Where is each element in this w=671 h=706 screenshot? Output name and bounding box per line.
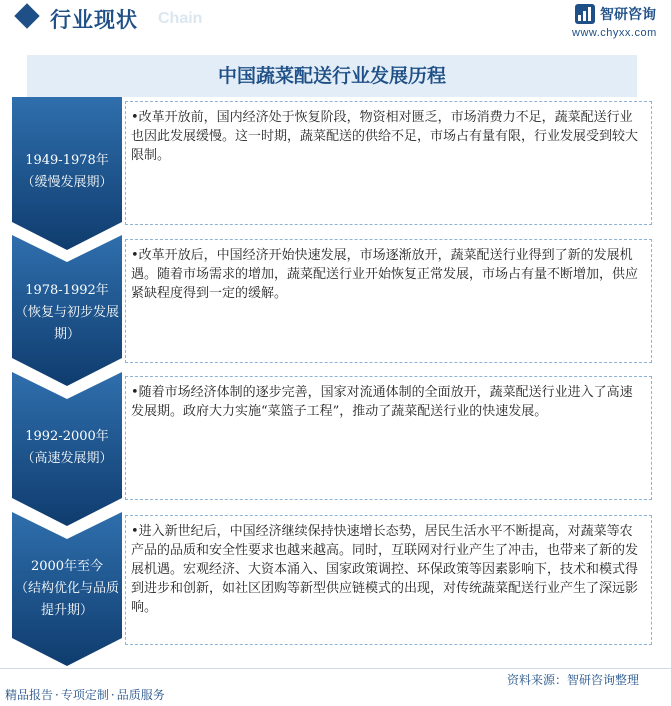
stage-2-box — [125, 239, 652, 363]
brand-url[interactable]: www.chyxx.com — [572, 27, 657, 39]
brand-name: 智研咨询 — [600, 7, 656, 23]
stage-2-name: （恢复与初步发展期） — [14, 305, 119, 342]
service-custom: 专项定制 — [60, 688, 109, 702]
stage-1-name: （缓慢发展期） — [21, 175, 113, 190]
stage-2-period — [12, 280, 122, 346]
stage-3-description: •随着市场经济体制的逐步完善，国家对流通体制的全面放开，蔬菜配送行业进入了高速发展期。政府大力实施“菜篮子工程”，推动了蔬菜配送行业的快速发展。 — [131, 385, 633, 419]
section-title-en: Chain — [158, 10, 203, 27]
stage-3-years: 1992-2000年 — [25, 429, 109, 444]
stage-4-period — [12, 556, 122, 622]
footer-separator: · — [55, 688, 59, 702]
stage-4-description: •进入新世纪后，中国经济继续保持快速增长态势，居民生活水平不断提高，对蔬菜等农产品的品质和安全性要求也越来越高。同时，互联网对行业产生了冲击，也带来了新的发展机遇。宏观经济、大资本涌入、国家政策调控、环保政策等因素影响下，技术和模式得到进步和创新，如社区团购等新型供应链模式的出现，对传统蔬菜配送行业产生了深远影响。 — [131, 524, 639, 615]
stage-4-name: （结构优化与品质提升期） — [14, 581, 119, 618]
footer-divider — [0, 668, 671, 669]
section-title: 行业现状 — [50, 8, 138, 32]
stage-2-years: 1978-1992年 — [25, 283, 109, 298]
stage-3-period — [12, 426, 122, 470]
source-note: 资料来源：智研咨询整理 — [507, 673, 640, 687]
stage-1-box — [125, 101, 652, 225]
stage-1-period — [12, 150, 122, 194]
service-reports: 精品报告 — [5, 688, 54, 702]
service-quality: 品质服务 — [116, 688, 165, 702]
stage-1-description: •改革开放前，国内经济处于恢复阶段，物资相对匮乏，市场消费力不足，蔬菜配送行业也因此发展缓慢。这一时期，蔬菜配送的供给不足，市场占有量有限，行业发展受到较大限制。 — [131, 110, 639, 163]
stage-4-box — [125, 515, 652, 645]
stage-3-box — [125, 376, 652, 500]
stage-1-years: 1949-1978年 — [25, 153, 109, 168]
stage-2-description: •改革开放后，中国经济开始快速发展，市场逐渐放开，蔬菜配送行业得到了新的发展机遇。随着市场需求的增加，蔬菜配送行业开始恢复正常发展，市场占有量不断增加，供应紧缺程度得到一定的缓解。 — [131, 248, 639, 301]
stage-4-years: 2000年至今 — [30, 559, 104, 574]
footer-separator: · — [110, 688, 115, 702]
stage-3-name: （高速发展期） — [21, 451, 113, 466]
page-title: 中国蔬菜配送行业发展历程 — [217, 65, 446, 87]
footer-services — [5, 686, 167, 703]
